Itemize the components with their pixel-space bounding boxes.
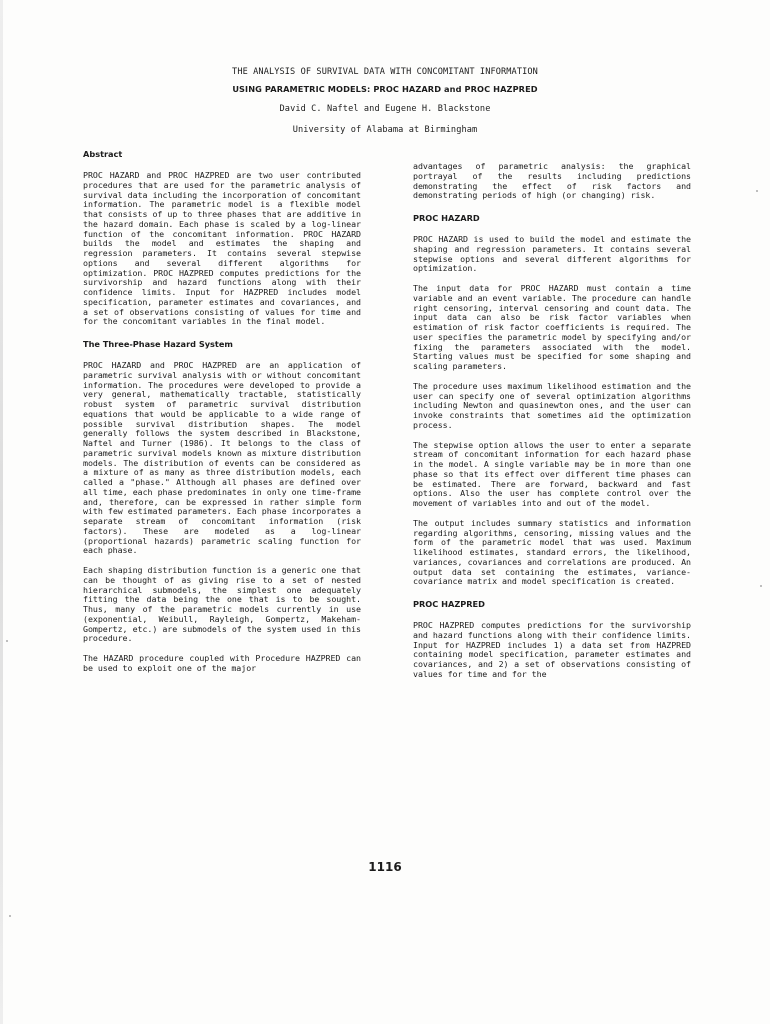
proc-hazard-paragraph-2: The input data for PROC HAZARD must contain a time variable and an event variable. The procedure can handle right censoring, interval censoring and count data. The input data can also be risk factor variables when estimation of risk factor coefficients is required. The user specifies the parametric model by specifying and/or fixing the parameters associated with the model. Starting values must be specified for some shaping and scaling parameters.: [413, 283, 691, 371]
section-proc-hazard-heading: PROC HAZARD: [413, 213, 480, 223]
proc-hazard-paragraph-4: The stepwise option allows the user to enter a separate stream of concomitant information for each hazard phase in the model. A single variable may be in more than one phase so that its effect over different time phases can be estimated. There are forward, backward and fast options. Also the user has complete control over the movement of variables into and out of the model.: [413, 439, 691, 508]
proc-hazard-paragraph-1: PROC HAZARD is used to build the model and estimate the shaping and regression parameters. It contains several stepwise options and several different algorithms for optimization.: [413, 234, 691, 274]
scan-speck: [9, 915, 11, 917]
abstract-text: PROC HAZARD and PROC HAZPRED are two user contributed procedures that are used for the parametric analysis of survival data including the incorporation of concomitant information. The parametric model is a flexible model that consists of up to three phases that are additive in the hazard domain. Each phase is scaled by a log-linear function of the concomitant information. PROC HAZARD builds the model and estimates the shaping and regression parameters. It contains several stepwise options and several different algorithms for optimization. PROC HAZPRED computes predictions for the survivorship and hazard functions along with their confidence limits. Input for HAZPRED includes model specification, parameter estimates and covariances, and a set of observations consisting of values for time and for the concomitant variables in the final model.: [83, 170, 361, 327]
section-three-phase-paragraph-2: Each shaping distribution function is a generic one that can be thought of as giving rise to a set of nested hierarchical submodels, the simplest one adequately fitting the data being the one that is to be sought. Thus, many of the parametric models currently in use (exponential, Weibull, Rayleigh, Gompertz, Makeham-Gompertz, etc.) are submodels of the system used in this procedure.: [83, 565, 361, 644]
section-three-phase-heading: The Three-Phase Hazard System: [83, 339, 233, 349]
proc-hazpred-paragraph-1: PROC HAZPRED computes predictions for the survivorship and hazard functions along with their confidence limits. Input for HAZPRED includes 1) a data set from HAZPRED containing model specification, parameter estimates and covariances, and 2) a set of observations consisting of values for time and for the: [413, 620, 691, 679]
section-three-phase-paragraph-3: The HAZARD procedure coupled with Procedure HAZPRED can be used to exploit one of the major: [83, 653, 361, 673]
paper-affiliation: University of Alabama at Birmingham: [292, 125, 478, 135]
scan-speck: [760, 585, 762, 587]
paper-title-line1: THE ANALYSIS OF SURVIVAL DATA WITH CONCOMITANT INFORMATION: [232, 67, 538, 77]
section-proc-hazpred-heading: PROC HAZPRED: [413, 599, 485, 609]
proc-hazard-paragraph-5: The output includes summary statistics and information regarding algorithms, censoring, missing values and the form of the parametric model that was used. Maximum likelihood estimates, standard errors, the likelihood, variances, covariances and correlations are produced. An output data set containing the estimates, variance-covariance matrix and model specification is created.: [413, 517, 691, 587]
paper-authors: David C. Naftel and Eugene H. Blackstone: [279, 104, 491, 114]
scan-speck: [6, 640, 8, 642]
scan-speck: [756, 190, 758, 192]
right-column: [413, 162, 691, 680]
abstract-heading: Abstract: [83, 149, 123, 159]
left-column: [83, 149, 361, 674]
page-number: 1116: [368, 860, 402, 874]
right-continuation-paragraph: advantages of parametric analysis: the graphical portrayal of the results including predictions demonstrating the effect of risk factors and demonstrating periods of high (or changing) risk.: [413, 161, 691, 201]
paper-title-line2: USING PARAMETRIC MODELS: PROC HAZARD and PROC HAZPRED: [232, 84, 538, 94]
section-three-phase-paragraph-1: PROC HAZARD and PROC HAZPRED are an application of parametric survival analysis with or without concomitant information. The procedures were developed to provide a very general, mathematically tractable, statistically robust system of parametric survival distribution equations that would be applicable to a wide range of possible survival distribution shapes. The model generally follows the system described in Blackstone, Naftel and Turner (1986). It belongs to the class of parametric survival models known as mixture distribution models. The distribution of events can be considered as a mixture of as many as three distribution models, each called a "phase." Although all phases are defined over all time, each phase predominates in only one time-frame and, therefore, can be expressed in rather simple form with few estimated parameters. Each phase incorporates a separate stream of concomitant information (risk factors). These are modeled as a log-linear (proportional hazards) parametric scaling function for each phase.: [83, 360, 361, 556]
proc-hazard-paragraph-3: The procedure uses maximum likelihood estimation and the user can specify one of several optimization algorithms including Newton and quasinewton ones, and the user can invoke constraints that sometimes aid the optimization process.: [413, 380, 691, 430]
